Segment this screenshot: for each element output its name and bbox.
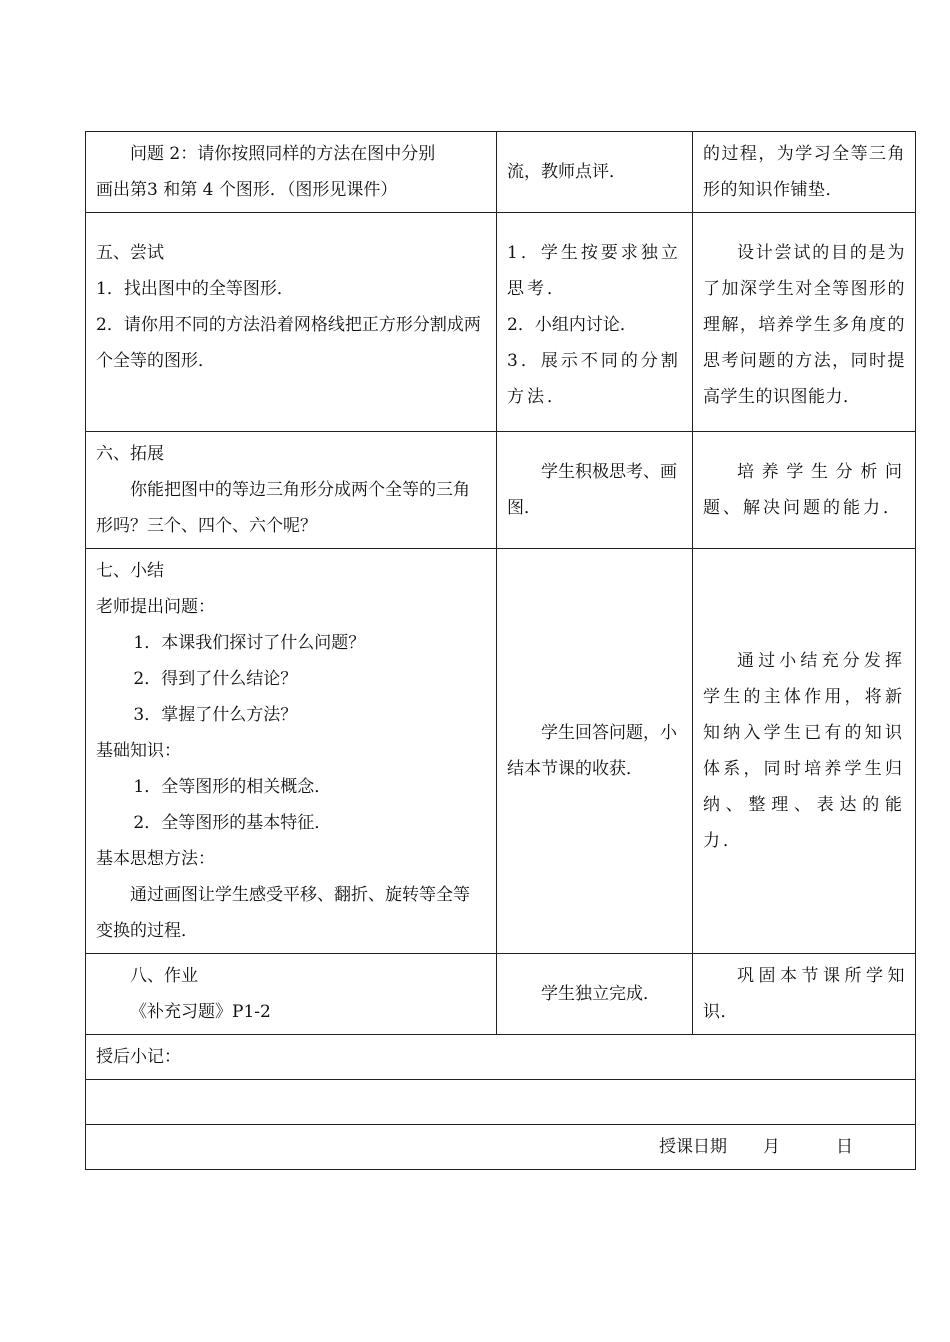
table-row bbox=[86, 132, 916, 213]
month-label: 月 bbox=[763, 1137, 780, 1157]
design-intent-cell: 的过程，为学习全等三角形的知识作铺垫． bbox=[693, 132, 916, 213]
table-row bbox=[86, 1080, 916, 1125]
student-activity-cell: 流，教师点评． bbox=[497, 132, 693, 213]
activity-cell bbox=[86, 132, 497, 213]
notes-label: 授后小记： bbox=[96, 1047, 181, 1067]
lesson-plan-table bbox=[85, 131, 916, 1170]
day-label: 日 bbox=[836, 1137, 853, 1157]
table-row bbox=[86, 549, 916, 954]
design-intent-cell: 设计尝试的目的是为了加深学生对全等图形的理解，培养学生多角度的思考问题的方法，同时提高学生的识图能力． bbox=[693, 213, 916, 432]
table-row bbox=[86, 432, 916, 549]
section-heading: 五、尝试 bbox=[96, 243, 164, 263]
activity-cell bbox=[86, 213, 497, 432]
list-item: 2．小组内讨论． bbox=[507, 315, 637, 335]
table-row bbox=[86, 213, 916, 432]
list-item: 1．找出图中的全等图形． bbox=[96, 279, 294, 299]
student-activity-cell: 学生积极思考、画图． bbox=[497, 432, 693, 549]
activity-cell: 七、小结 老师提出问题： 1．本课我们探讨了什么问题？ 2．得到了什么结论？ 3．掌握了什么方法？ 基础知识： 1．全等图形的相关概念． 2．全等图形的基本特征． 基本思想方法： 通过画图让学生感受平移、翻折、旋转等全等变换的过程． bbox=[86, 549, 497, 954]
section-heading: 七、小结 bbox=[96, 561, 164, 581]
list-item: 2．得到了什么结论？ bbox=[133, 669, 298, 689]
student-activity-cell bbox=[497, 213, 693, 432]
design-intent-cell: 巩固本节课所学知识． bbox=[693, 954, 916, 1035]
list-item: 1．学生按要求独立思考． bbox=[507, 243, 681, 299]
list-item: 2．全等图形的基本特征． bbox=[133, 813, 332, 833]
problem-line: 问题 2：请你按照同样的方法在图中分别 bbox=[130, 144, 436, 164]
list-item: 2．请你用不同的方法沿着网格线把正方形分割成两个全等的图形． bbox=[96, 315, 481, 371]
table-row bbox=[86, 1125, 916, 1170]
list-item: 1．全等图形的相关概念． bbox=[133, 777, 332, 797]
table-row bbox=[86, 954, 916, 1035]
activity-cell: 八、作业 《补充习题》P1-2 bbox=[86, 954, 497, 1035]
date-cell bbox=[86, 1125, 916, 1170]
activity-cell: 六、拓展 你能把图中的等边三角形分成两个全等的三角形吗？三个、四个、六个呢？ bbox=[86, 432, 497, 549]
design-intent-cell: 培养学生分析问题、解决问题的能力． bbox=[693, 432, 916, 549]
design-intent-cell: 通过小结充分发挥学生的主体作用，将新知纳入学生已有的知识体系，同时培养学生归纳、整理、表达的能力． bbox=[693, 549, 916, 954]
student-activity-cell: 学生独立完成． bbox=[497, 954, 693, 1035]
notes-label-cell bbox=[86, 1035, 916, 1080]
list-item: 3．掌握了什么方法？ bbox=[133, 705, 298, 725]
notes-blank-cell bbox=[86, 1080, 916, 1125]
table-row bbox=[86, 1035, 916, 1080]
list-item: 1．本课我们探讨了什么问题？ bbox=[133, 633, 366, 653]
section-heading: 八、作业 bbox=[130, 966, 198, 986]
student-activity-cell: 学生回答问题，小结本节课的收获． bbox=[497, 549, 693, 954]
section-heading: 六、拓展 bbox=[96, 444, 164, 464]
date-label: 授课日期 bbox=[659, 1137, 727, 1157]
problem-line: 画出第3 和第 4 个图形．（图形见课件） bbox=[96, 180, 398, 200]
list-item: 3．展示不同的分割方法． bbox=[507, 351, 681, 407]
